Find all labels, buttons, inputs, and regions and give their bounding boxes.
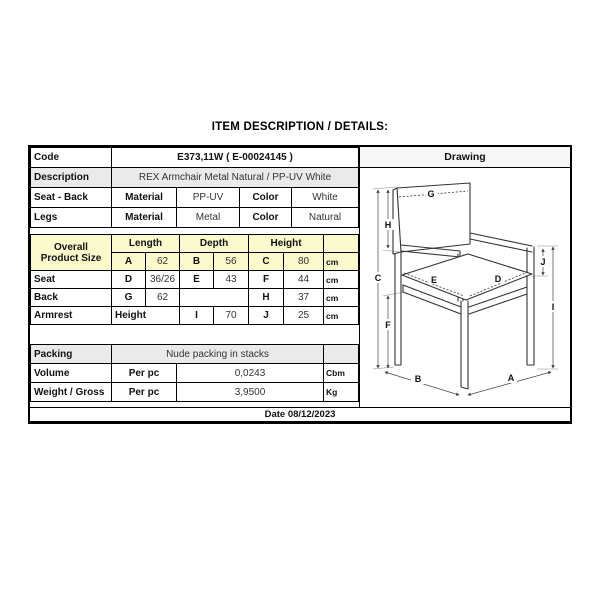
label-e: E	[430, 275, 438, 285]
dim-val-h: 37	[284, 289, 324, 307]
dim-val-b: 56	[214, 253, 249, 271]
dim-key-f: F	[249, 271, 284, 289]
dim-val-f: 44	[284, 271, 324, 289]
volume-value: 0,0243	[177, 364, 324, 383]
front-leg	[461, 301, 468, 389]
volume-unit: Cbm	[324, 364, 359, 383]
packing-row	[31, 345, 359, 364]
unit-cm: cm	[324, 271, 359, 289]
height-header: Height	[249, 235, 324, 253]
legs-label: Legs	[31, 208, 112, 228]
legs-material-key: Material	[112, 208, 177, 228]
dim-key-j: J	[249, 307, 284, 325]
back-row	[31, 289, 359, 307]
details-column	[30, 147, 359, 407]
chair-isometric-drawing	[360, 168, 570, 408]
chair-outline	[393, 183, 534, 389]
armrest-label: Armrest	[31, 307, 112, 325]
legs-color-key: Color	[240, 208, 292, 228]
code-label: Code	[31, 148, 112, 168]
code-row	[31, 148, 359, 168]
dim-val-i: 70	[214, 307, 249, 325]
size-table	[30, 234, 359, 325]
depth-header: Depth	[180, 235, 249, 253]
back-depth-empty	[180, 289, 249, 307]
weight-label: Weight / Gross	[31, 383, 112, 402]
seat-back-material-value: PP-UV	[177, 188, 240, 208]
page-title: ITEM DESCRIPTION / DETAILS:	[211, 121, 389, 133]
drawing-area	[360, 168, 570, 408]
volume-row	[31, 364, 359, 383]
packing-unit-empty	[324, 345, 359, 364]
legs-material-value: Metal	[177, 208, 240, 228]
seat-back-color-key: Color	[240, 188, 292, 208]
armrest-height-key: Height	[112, 307, 180, 325]
volume-label: Volume	[31, 364, 112, 383]
label-j: J	[540, 257, 546, 267]
seat-back-color-value: White	[292, 188, 359, 208]
packing-table	[30, 344, 359, 402]
legs-row	[31, 208, 359, 228]
weight-unit: Kg	[324, 383, 359, 402]
armrest-row	[31, 307, 359, 325]
label-b: B	[414, 374, 422, 384]
code-value: E373,11W ( E-00024145 )	[112, 148, 359, 168]
label-h: H	[384, 220, 392, 230]
label-a: A	[507, 373, 515, 383]
unit-cm: cm	[324, 289, 359, 307]
size-title: Overall Product Size	[31, 235, 112, 271]
volume-per: Per pc	[112, 364, 177, 383]
sheet-body	[30, 147, 570, 407]
label-i: I	[551, 302, 555, 312]
back-left-leg	[395, 253, 401, 365]
dim-val-c: 80	[284, 253, 324, 271]
description-value: REX Armchair Metal Natural / PP-UV White	[112, 168, 359, 188]
dim-val-a: 62	[146, 253, 180, 271]
dim-val-e: 43	[214, 271, 249, 289]
dim-key-e: E	[180, 271, 214, 289]
legs-color-value: Natural	[292, 208, 359, 228]
drawing-header: Drawing	[360, 147, 570, 168]
label-g: G	[427, 189, 435, 199]
dim-key-b: B	[180, 253, 214, 271]
unit-header-empty	[324, 235, 359, 253]
label-d: D	[494, 274, 502, 284]
product-info-table	[30, 147, 359, 228]
spec-sheet-frame	[28, 145, 572, 424]
label-c: C	[374, 273, 382, 283]
weight-value: 3,9500	[177, 383, 324, 402]
weight-per: Per pc	[112, 383, 177, 402]
unit-cm: cm	[324, 307, 359, 325]
seat-back-material-key: Material	[112, 188, 177, 208]
dim-val-d: 36/26	[146, 271, 180, 289]
length-header: Length	[112, 235, 180, 253]
weight-row	[31, 383, 359, 402]
seat-back-label: Seat - Back	[31, 188, 112, 208]
right-armrest-post-and-leg	[527, 247, 534, 365]
dim-val-j: 25	[284, 307, 324, 325]
dim-key-c: C	[249, 253, 284, 271]
drawing-panel	[359, 147, 570, 407]
description-row	[31, 168, 359, 188]
date-row: Date 08/12/2023	[30, 407, 570, 421]
unit-cm: cm	[324, 253, 359, 271]
packing-value: Nude packing in stacks	[112, 345, 324, 364]
dim-key-i: I	[180, 307, 214, 325]
dim-key-d: D	[112, 271, 146, 289]
size-header-row	[31, 235, 359, 253]
dim-key-h: H	[249, 289, 284, 307]
seat-back-row	[31, 188, 359, 208]
dim-key-a: A	[112, 253, 146, 271]
label-f: F	[385, 320, 391, 330]
dim-val-g: 62	[146, 289, 180, 307]
seat-surface	[402, 254, 532, 300]
description-label: Description	[31, 168, 112, 188]
dim-key-g: G	[112, 289, 146, 307]
packing-label: Packing	[31, 345, 112, 364]
right-armrest	[470, 233, 532, 252]
back-label: Back	[31, 289, 112, 307]
seat-label: Seat	[31, 271, 112, 289]
seat-row	[31, 271, 359, 289]
